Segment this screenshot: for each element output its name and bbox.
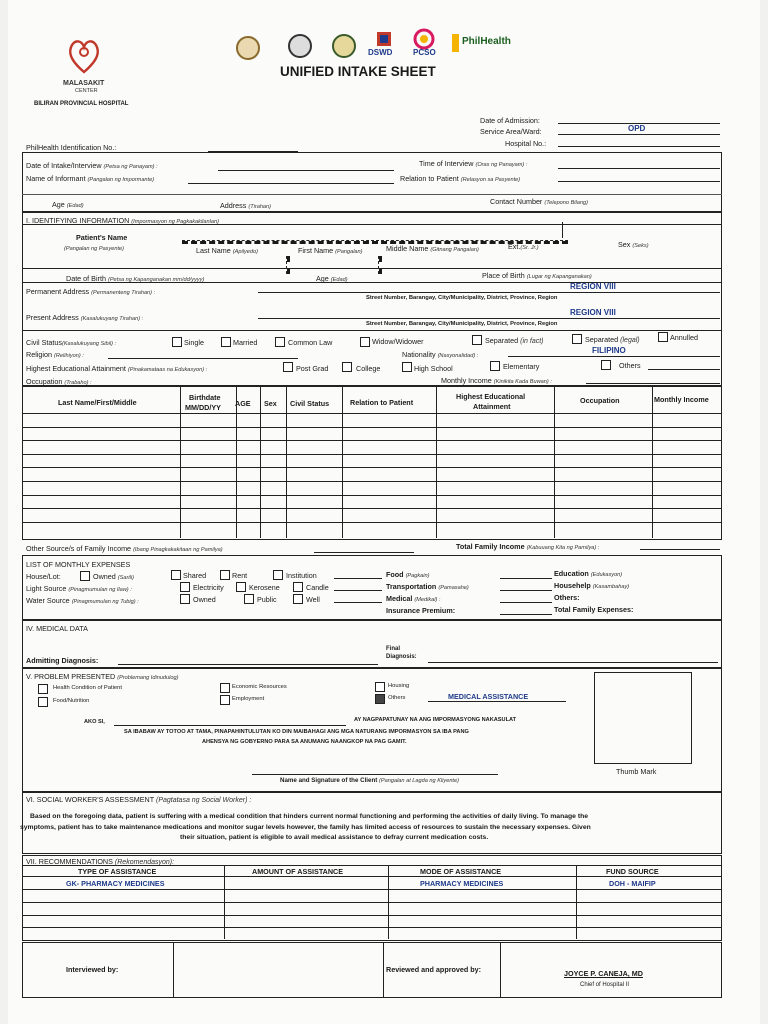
family-row[interactable] [22, 495, 722, 496]
declaration-line-3: AHENSYA NG GOBYERNO PARA SA ANUMANG NAANGKOP NA PAG GAMIT. [202, 739, 407, 745]
rec-row[interactable] [22, 865, 722, 866]
civil-married-label: Married [233, 338, 258, 347]
educ-high-school-label: High School [414, 364, 453, 373]
family-row[interactable] [22, 413, 722, 414]
medical-label: Medical (Medikal) : [386, 594, 441, 603]
house-owned-label: Owned (Sarili) [93, 572, 134, 581]
light-kerosene-label: Kerosene [249, 583, 280, 592]
other-source-line[interactable] [314, 552, 414, 553]
col-civil-header: Civil Status [290, 399, 330, 408]
thumb-mark-label: Thumb Mark [616, 767, 657, 776]
pres-addr-line[interactable] [258, 318, 720, 319]
light-candle-label: Candle [306, 583, 329, 592]
civil-separated-legal-label: Separated (legal) [585, 335, 640, 344]
admitting-diagnosis-line[interactable] [118, 664, 378, 665]
pcso-logo-icon [413, 28, 435, 50]
perm-street-hint: Street Number, Barangay, City/Municipality, District, Province, Region [366, 295, 558, 301]
transport-label: Transportation (Pamasahe) [386, 582, 469, 591]
educ-high-school-checkbox[interactable] [402, 362, 412, 372]
family-col-divider [260, 386, 261, 538]
civil-annulled-label: Annulled [670, 333, 698, 342]
family-col-divider [342, 386, 343, 538]
family-row[interactable] [22, 508, 722, 509]
reviewed-by-label: Reviewed and approved by: [386, 965, 482, 974]
occupation-label: Occupation (Trabaho) : [26, 377, 92, 386]
family-col-divider [554, 386, 555, 538]
problem-economic-checkbox[interactable] [220, 683, 230, 693]
nationality-label: Nationality (Nasyonalidad) : [402, 350, 479, 359]
water-label: Water Source (Pinagmumulan ng Tubig) : [26, 596, 139, 605]
declaration-name-line[interactable] [114, 725, 346, 726]
water-public-checkbox[interactable] [244, 594, 254, 604]
section-4-title: IV. MEDICAL DATA [26, 624, 88, 633]
col-fund-header: FUND SOURCE [606, 867, 659, 876]
interviewed-by-label: Interviewed by: [66, 965, 119, 974]
transport-line-left[interactable] [334, 590, 382, 591]
declaration-line-1: AY NAGPAPATUNAY NA ANG IMPORMASYONG NAKASULAT [354, 717, 517, 723]
address-label: Address (Tirahan) [220, 201, 272, 210]
philhealth-logo-icon [450, 32, 462, 54]
family-row[interactable] [22, 467, 722, 468]
recommendation-mode-value: PHARMACY MEDICINES [420, 879, 504, 888]
middle-name-label: Middle Name (Gitnang Pangalan) [386, 244, 479, 253]
thumb-mark-box[interactable] [594, 672, 692, 764]
relation-label: Relation to Patient (Relasyon sa Pasyente) [400, 174, 521, 183]
col-type-header: TYPE OF ASSISTANCE [78, 867, 157, 876]
nationality-value: FILIPINO [592, 346, 626, 355]
date-intake-label: Date of Intake/Interview (Petsa ng Panayam) : [26, 161, 158, 170]
house-shared-checkbox[interactable] [171, 570, 181, 580]
problem-food-checkbox[interactable] [38, 697, 48, 707]
declaration-ako-si: AKO SI, [84, 719, 105, 725]
medical-line[interactable] [500, 602, 552, 603]
light-kerosene-checkbox[interactable] [236, 582, 246, 592]
name-row-rule [22, 268, 722, 269]
problem-others-line[interactable] [428, 701, 566, 702]
philhealth-id-label: PhilHealth Identification No.: [26, 143, 117, 152]
civil-common-law-label: Common Law [288, 338, 333, 347]
pres-addr-value: REGION VIII [570, 308, 616, 317]
family-row[interactable] [22, 454, 722, 455]
col-sex-header: Sex [264, 399, 277, 408]
civil-widow-checkbox[interactable] [360, 337, 370, 347]
intake-divider [22, 194, 722, 195]
col-age-header: AGE [235, 399, 251, 408]
nationality-line[interactable] [508, 356, 720, 357]
intake-sheet-page [8, 0, 760, 1024]
family-table [22, 386, 722, 540]
civil-single-label: Single [184, 338, 204, 347]
civil-single-checkbox[interactable] [172, 337, 182, 347]
family-row[interactable] [22, 481, 722, 482]
water-well-checkbox[interactable] [293, 594, 303, 604]
perm-addr-label: Permanent Address (Permanenteng Tirahan) : [26, 287, 156, 296]
food-line[interactable] [500, 578, 552, 579]
water-well-label: Well [306, 595, 320, 604]
civil-separated-legal-checkbox[interactable] [572, 334, 582, 344]
time-interview-label: Time of Interview (Oras ng Panayam) : [419, 159, 528, 168]
pres-addr-label: Present Address (Kasalukuyang Tirahan) : [26, 313, 144, 322]
date-admission-label: Date of Admission: [480, 116, 540, 125]
educ-label: Highest Educational Attainment (Pinakamataas na Edukasyon) : [26, 364, 208, 373]
educ-others-label: Others [619, 361, 641, 370]
informant-label: Name of Informant (Pangalan ng Impormante) [26, 174, 155, 183]
total-expenses-label: Total Family Expenses: [554, 605, 634, 614]
expenses-title: LIST OF MONTHLY EXPENSES [26, 560, 131, 569]
hospital-name: BILIRAN PROVINCIAL HOSPITAL [34, 101, 129, 107]
col-birth-header: Birthdate [189, 393, 221, 402]
light-electricity-checkbox[interactable] [180, 582, 190, 592]
final-diagnosis-line[interactable] [428, 662, 718, 663]
water-public-label: Public [257, 595, 277, 604]
house-owned-checkbox[interactable] [80, 571, 90, 581]
problem-others-checkbox[interactable] [375, 694, 385, 704]
family-col-divider [236, 386, 237, 538]
problem-employment-label: Employment [232, 696, 265, 702]
philhealth-label: PhilHealth [462, 36, 511, 47]
age-label: Age (Edad) [52, 200, 84, 209]
informant-line[interactable] [188, 183, 394, 184]
client-signature-line[interactable] [252, 774, 498, 775]
religion-label: Religion (Relihiyon) : [26, 350, 84, 359]
educ-elementary-label: Elementary [503, 362, 540, 371]
rec-row[interactable] [22, 915, 722, 916]
monthly-income-label: Monthly Income (Kinikita Kada Buwan) : [441, 376, 552, 385]
recommendation-type-value: GK- PHARMACY MEDICINES [66, 879, 165, 888]
section-7-title: VII. RECOMMENDATIONS (Rekomendasyon): [26, 857, 175, 866]
declaration-line-2: SA IBABAW AY TOTOO AT TAMA, PINAPAHINTULUTAN KO DIN MAIBAHAGI ANG MGA NATURANG IMPORMASYON SA IBA PANG [124, 729, 469, 735]
rec-row[interactable] [22, 902, 722, 903]
problem-economic-label: Economic Resources [232, 684, 287, 690]
monthly-income-line[interactable] [586, 383, 720, 384]
admitting-diagnosis-label: Admitting Diagnosis: [26, 656, 99, 665]
approver-name: JOYCE P. CANEJA, MD [564, 969, 643, 978]
approval-divider-1 [173, 942, 174, 998]
family-col-divider [436, 386, 437, 538]
center-label: CENTER [75, 88, 98, 94]
assessment-line-2: symptoms, patient has to take maintenance medications and monitor sugar levels however, the family has limited access of resources to sustain the necessary expenses. Given [20, 824, 591, 831]
dob-row-rule [22, 282, 722, 283]
section-1-title: I. IDENTIFYING INFORMATION (Impormasyon ng Pagkakakilanlan) [26, 216, 219, 225]
approval-divider-3 [500, 942, 501, 998]
pres-street-hint: Street Number, Barangay, City/Municipality, District, Province, Region [366, 321, 558, 327]
service-area-line[interactable] [558, 134, 720, 135]
malasakit-heart-logo-icon [66, 36, 102, 76]
hospital-no-line[interactable] [558, 146, 720, 147]
hospital-no-label: Hospital No.: [505, 139, 547, 148]
col-relation-header: Relation to Patient [350, 398, 414, 407]
col-name-header: Last Name/First/Middle [58, 398, 137, 407]
first-name-label: First Name (Pangalan) [298, 246, 363, 255]
dswd-label: DSWD [368, 48, 393, 57]
last-name-label: Last Name (Apilyedo) [196, 246, 258, 255]
section-6-title: VI. SOCIAL WORKER'S ASSESSMENT (Pagtatasa ng Social Worker) : [26, 795, 252, 804]
family-col-divider [286, 386, 287, 538]
family-col-divider [652, 386, 653, 538]
civil-status-label: Civil Status(Kasalukuyang Sibil) : [26, 338, 117, 347]
assessment-line-1: Based on the foregoing data, patient is suffering with a medical condition that hinders current normal functioning and performing the activities of daily living. To manage the [30, 813, 589, 820]
family-row[interactable] [22, 522, 722, 523]
house-rent-label: Rent [232, 571, 248, 580]
civil-separated-fact-checkbox[interactable] [472, 335, 482, 345]
recommendation-fund-value: DOH - MAIFIP [609, 879, 656, 888]
problem-food-label: Food/Nutrition [53, 698, 90, 704]
problem-others-label: Others [388, 695, 406, 701]
other-source-label: Other Source/s of Family Income (Ibang Pinagkakakitaan ng Pamilya) [26, 544, 223, 553]
service-area-value: OPD [628, 124, 646, 133]
light-label: Light Source (Pinagmumulan ng Ilaw) : [26, 584, 132, 593]
civil-widow-label: Widow/Widower [372, 337, 424, 346]
approval-divider-2 [383, 942, 384, 998]
pcso-label: PCSO [413, 48, 436, 57]
house-institution-checkbox[interactable] [273, 570, 283, 580]
pob-label: Place of Birth (Lugar ng Kapanganakan) [482, 271, 592, 280]
transport-line[interactable] [500, 590, 552, 591]
total-income-label: Total Family Income (Kabuuang Kita ng Pamilya) : [456, 542, 600, 551]
final-diagnosis-label: Final [386, 646, 401, 652]
problem-housing-checkbox[interactable] [375, 682, 385, 692]
househelp-label: Househelp (Kasambahay) [554, 581, 630, 590]
page-title: UNIFIED INTAKE SHEET [280, 64, 436, 79]
col-mode-header: MODE OF ASSISTANCE [420, 867, 502, 876]
problem-housing-label: Housing [388, 683, 410, 689]
educ-college-checkbox[interactable] [342, 362, 352, 372]
food-line-left[interactable] [334, 578, 382, 579]
civil-separated-fact-label: Separated (in fact) [485, 336, 544, 345]
educ-post-grad-label: Post Grad [296, 364, 329, 373]
section-5-title: V. PROBLEM PRESENTED (Problemang Idinudulog) [26, 672, 179, 681]
problem-health-checkbox[interactable] [38, 684, 48, 694]
seal-2-icon [288, 34, 312, 58]
perm-addr-line[interactable] [258, 292, 720, 293]
educ-others-line[interactable] [648, 369, 720, 370]
family-col-divider [180, 386, 181, 538]
name-divider-2 [378, 256, 382, 274]
problem-employment-checkbox[interactable] [220, 695, 230, 705]
house-shared-label: Shared [183, 571, 207, 580]
medical-line-left[interactable] [334, 602, 382, 603]
col-occ-header: Occupation [580, 396, 620, 405]
house-label: House/Lot: [26, 572, 61, 581]
insurance-label: Insurance Premium: [386, 606, 456, 615]
date-intake-line[interactable] [218, 170, 394, 171]
malasakit-label: MALASAKIT [63, 80, 105, 87]
problem-others-value: MEDICAL ASSISTANCE [448, 692, 529, 701]
educ-post-grad-checkbox[interactable] [283, 362, 293, 372]
dswd-logo-icon [374, 30, 394, 48]
ext-label: Ext.(Sr. Jr.) [508, 242, 539, 251]
house-institution-label: Institution [286, 571, 317, 580]
water-owned-label: Owned [193, 595, 216, 604]
civil-common-law-checkbox[interactable] [275, 337, 285, 347]
assessment-line-3: their situation, patient is eligible to avail medical assistance to defray current medication costs. [180, 834, 489, 841]
rec-row[interactable] [22, 927, 722, 928]
food-label: Food (Pagkain) [386, 570, 430, 579]
seal-3-icon [332, 34, 356, 58]
perm-addr-value: REGION VIII [570, 282, 616, 291]
patient-name-divider [562, 222, 563, 238]
age2-label: Age (Edad) [316, 274, 348, 283]
educ-elementary-checkbox[interactable] [490, 361, 500, 371]
col-birth-format: MM/DD/YY [185, 403, 221, 412]
educ-college-label: College [356, 364, 381, 373]
civil-married-checkbox[interactable] [221, 337, 231, 347]
dob-label: Date of Birth (Petsa ng Kapanganakan mm/dd/yyyy) [66, 274, 205, 283]
insurance-line[interactable] [500, 614, 552, 615]
family-row[interactable] [22, 427, 722, 428]
educ-others-checkbox[interactable] [601, 360, 611, 370]
relation-line[interactable] [558, 181, 720, 182]
contact-label: Contact Number (Telepono Bilang) [490, 197, 588, 206]
medical-data-box [22, 620, 722, 668]
address-row-rule [22, 330, 722, 331]
time-interview-line[interactable] [558, 168, 720, 169]
water-owned-checkbox[interactable] [180, 594, 190, 604]
light-candle-checkbox[interactable] [293, 582, 303, 592]
total-income-line[interactable] [640, 549, 720, 550]
religion-line[interactable] [108, 358, 298, 359]
approver-title: Chief of Hospital II [580, 982, 630, 988]
final-diagnosis-label-2: Diagnosis: [386, 654, 417, 660]
patient-name-label: Patient's Name [76, 233, 128, 242]
family-row[interactable] [22, 440, 722, 441]
civil-annulled-checkbox[interactable] [658, 332, 668, 342]
name-divider-1 [286, 256, 290, 274]
sex-label: Sex (Seks) [618, 240, 649, 249]
service-area-label: Service Area/Ward: [480, 127, 542, 136]
light-electricity-label: Electricity [193, 583, 224, 592]
patient-name-tl: (Pangalan ng Pasyente) [64, 246, 125, 252]
house-rent-checkbox[interactable] [220, 570, 230, 580]
section-1-rule [22, 224, 722, 225]
client-signature-label: Name and Signature of the Client (Pangalan at Lagda ng Kliyente) [280, 777, 459, 784]
col-educ-header: Highest Educational [456, 392, 526, 401]
expense-others-label: Others: [554, 593, 580, 602]
col-income-header: Monthly Income [654, 395, 709, 404]
rec-row[interactable] [22, 889, 722, 890]
col-amount-header: AMOUNT OF ASSISTANCE [252, 867, 344, 876]
rec-row[interactable] [22, 876, 722, 877]
col-educ-header-2: Attainment [473, 402, 511, 411]
problem-health-label: Health Condition of Patient [53, 685, 122, 691]
seal-1-icon [236, 36, 260, 60]
education-label: Education (Edukasyon) [554, 569, 623, 578]
